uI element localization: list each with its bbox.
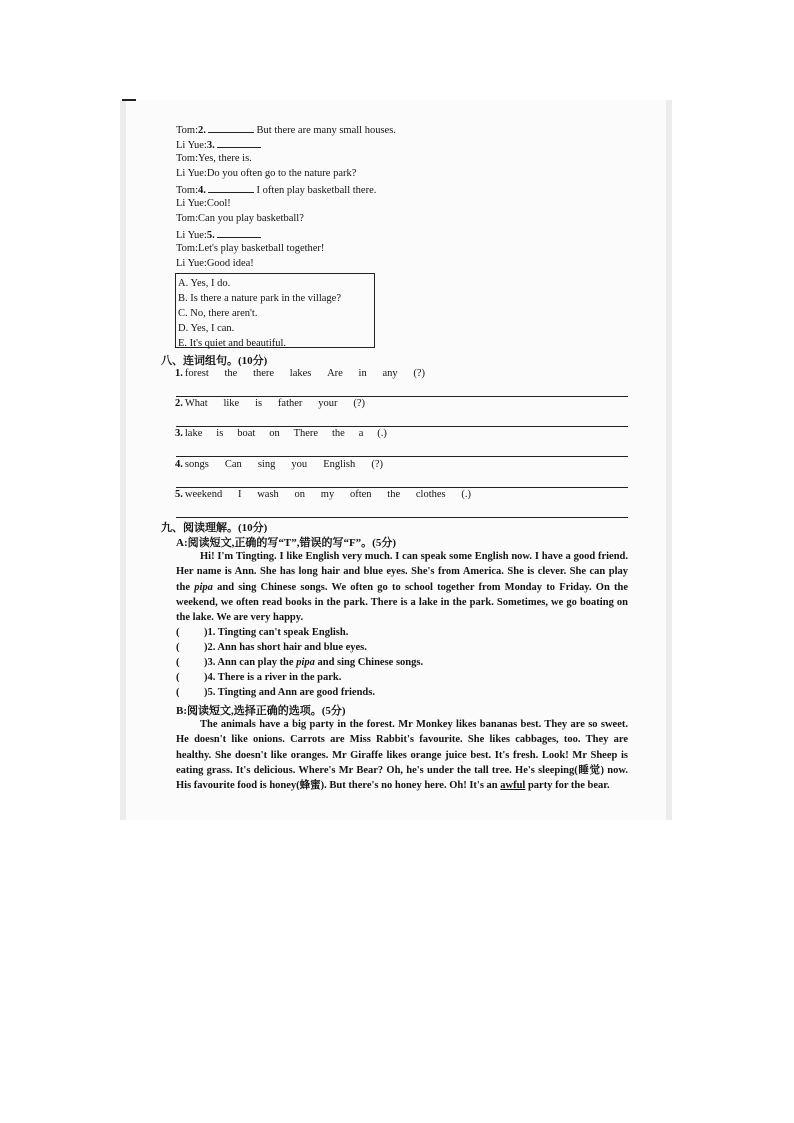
scrambled-word: Are [327,368,343,379]
speaker-name: Li Yue [176,140,204,151]
scrambled-word: sing [257,459,276,470]
part-b-passage [176,717,628,793]
scrambled-word: the [224,368,238,379]
speaker-separator: : [203,230,207,241]
scrambled-word: (?) [413,368,425,379]
question-number: 4. [175,459,183,470]
speaker-separator: : [195,185,199,196]
question-number: 3. [175,428,183,439]
passage-a-text-2: and sing Chinese songs. We often go to school together from Monday to Friday. On the weekend, we often read books in the park. There is a lake in the park. Sometimes, we go boating on the lake. We are very happy. [176,581,629,624]
question-number: 2. [198,125,206,136]
speaker-separator: : [203,198,207,209]
word-group [175,459,209,470]
speaker-name: Tom [176,185,196,196]
speaker-separator: : [203,140,207,151]
speaker-separator: : [203,258,207,269]
statement-number: )5. [204,687,216,698]
scrambled-word: (.) [461,489,471,500]
scrambled-word: clothes [415,489,446,500]
scrambled-word: the [331,428,345,439]
dialogue-text: But there are many small houses. [253,125,396,136]
passage-b-text-1: The animals have a big party in the forest. Mr Monkey likes bananas best. They are so sweet. He doesn't like onions. Carrots are Miss Rabbit's favourite. She likes cabbages, too. They are healthy. She doesn't like oranges. Mr Giraffe likes orange juice best. It's fresh. Look! Mr Sheep is eating grass. It's delicious. Where's Mr Bear? Oh, he's under the tall tree. He's sleeping(睡觉) now. His favourite food is honey(蜂蜜). But there's no honey here. Oh! It's an [176,719,628,792]
tf-statement [176,672,341,683]
dialogue-text: Good idea! [206,258,254,269]
passage-b-text-2: party for the bear. [525,780,610,792]
scrambled-word: like [223,398,240,409]
option-a: A. Yes, I do. [178,278,231,289]
answer-blank[interactable] [208,122,254,133]
question-number: 3. [206,140,215,151]
scrambled-word: my [320,489,335,500]
scrambled-word: (.) [377,428,387,439]
word-order-row [175,428,387,439]
scrambled-word: (?) [353,398,365,409]
speaker-name: Li Yue [176,258,204,269]
answer-blank[interactable] [217,227,261,238]
speaker-name: Tom [176,153,196,164]
section-9-title: 九、阅读理解。(10分) [161,522,268,534]
word-order-row [175,398,365,409]
scrambled-word: songs [184,459,209,470]
scrambled-word: English [323,459,356,470]
word-group [175,398,208,409]
statement-number: )2. [204,642,216,653]
dialogue-line [176,227,261,243]
answer-blank[interactable] [208,182,254,193]
statement-number: )4. [204,672,216,683]
statement-text-end: and sing Chinese songs. [314,657,424,668]
question-number: 2. [175,398,183,409]
answer-line[interactable] [176,396,628,397]
answer-paren[interactable]: ( [176,687,180,698]
tf-statement [176,642,367,653]
speaker-name: Li Yue [176,198,204,209]
statement-text: Ann has short hair and blue eyes. [215,642,367,653]
answer-paren[interactable]: ( [176,642,180,653]
dialogue-text: Can you play basketball? [198,213,304,224]
dialogue-line [176,242,324,256]
speaker-separator: : [195,153,199,164]
scrambled-word: your [318,398,338,409]
speaker-separator: : [195,243,199,254]
section-8-title: 八、连词组句。(10分) [161,355,268,367]
scrambled-word: weekend [184,489,223,500]
speaker-name: Tom [176,243,196,254]
option-b: B. Is there a nature park in the village? [178,293,341,304]
scrambled-word: on [269,428,280,439]
option-e: E. It's quiet and beautiful. [178,338,287,349]
scan-corner-mark [122,99,136,101]
dialogue-line [176,257,254,271]
scrambled-word: There [293,428,319,439]
scrambled-word: wash [257,489,279,500]
word-group [175,489,222,500]
tf-statement [176,657,423,668]
scrambled-word: boat [237,428,256,439]
speaker-separator: : [203,168,207,179]
scrambled-word: Can [224,459,242,470]
part-a-title: A:阅读短文,正确的写“T”,错误的写“F”。(5分) [176,537,396,549]
options-box [175,273,375,348]
speaker-separator: : [195,213,199,224]
answer-line[interactable] [176,487,628,488]
statement-text: Tingting and Ann are good friends. [215,687,375,698]
dialogue-text: Yes, there is. [198,153,252,164]
scrambled-word: father [277,398,303,409]
word-group [175,428,202,439]
scrambled-word: is [216,428,224,439]
dialogue-line [176,197,231,211]
question-number: 1. [175,368,183,379]
answer-line[interactable] [176,456,628,457]
dialogue-line [176,212,304,226]
scrambled-word: forest [184,368,209,379]
word-group [175,368,209,379]
passage-a-text-1: Hi! I'm Tingting. I like English very much. I can speak some English now. I have a good friend. Her name is Ann. She has long hair and blue eyes. She's from America. She is clever. She can play the [176,551,628,593]
dialogue-line [176,137,261,153]
word-order-row [175,489,471,500]
speaker-name: Tom [176,213,196,224]
tf-statement [176,627,348,638]
scrambled-word: I [237,489,242,500]
tf-statement [176,687,375,698]
dialogue-line [176,152,252,166]
dialogue-text: Let's play basketball together! [198,243,325,254]
passage-a-pipa: pipa [194,581,213,593]
answer-paren[interactable]: ( [176,657,180,668]
question-number: 5. [175,489,183,500]
part-b-title: B:阅读短文,选择正确的选项。(5分) [176,705,346,717]
answer-paren[interactable]: ( [176,672,180,683]
scrambled-word: a [358,428,364,439]
statement-number: )3. [204,657,216,668]
scrambled-word: is [255,398,263,409]
dialogue-line [176,182,376,198]
scrambled-word: the [387,489,401,500]
dialogue-line [176,167,356,181]
answer-paren[interactable]: ( [176,627,180,638]
scrambled-word: What [184,398,208,409]
option-d: D. Yes, I can. [178,323,235,334]
answer-line[interactable] [176,517,628,518]
statement-number: )1. [204,627,216,638]
scrambled-word: lakes [289,368,312,379]
scrambled-word: often [349,489,372,500]
dialogue-line [176,122,396,138]
word-order-row [175,368,425,379]
scrambled-word: any [382,368,398,379]
answer-line[interactable] [176,426,628,427]
scrambled-word: you [291,459,308,470]
dialogue-text: Do you often go to the nature park? [206,168,357,179]
question-number: 4. [198,185,206,196]
word-order-row [175,459,383,470]
speaker-name: Li Yue [176,230,204,241]
option-c: C. No, there aren't. [178,308,258,319]
speaker-name: Tom [176,125,196,136]
scrambled-word: lake [184,428,203,439]
part-a-passage [176,549,628,625]
statement-text: Tingting can't speak English. [215,627,349,638]
answer-blank[interactable] [217,137,261,148]
speaker-name: Li Yue [176,168,204,179]
dialogue-text: I often play basketball there. [253,185,377,196]
statement-text: There is a river in the park. [215,672,342,683]
question-number: 5. [206,230,215,241]
dialogue-text: Cool! [206,198,231,209]
passage-b-awful: awful [500,780,526,792]
scrambled-word: there [253,368,275,379]
statement-italic: pipa [296,657,315,668]
scrambled-word: on [294,489,306,500]
statement-text: Ann can play the [215,657,297,668]
scrambled-word: (?) [371,459,383,470]
speaker-separator: : [195,125,199,136]
scrambled-word: in [358,368,367,379]
